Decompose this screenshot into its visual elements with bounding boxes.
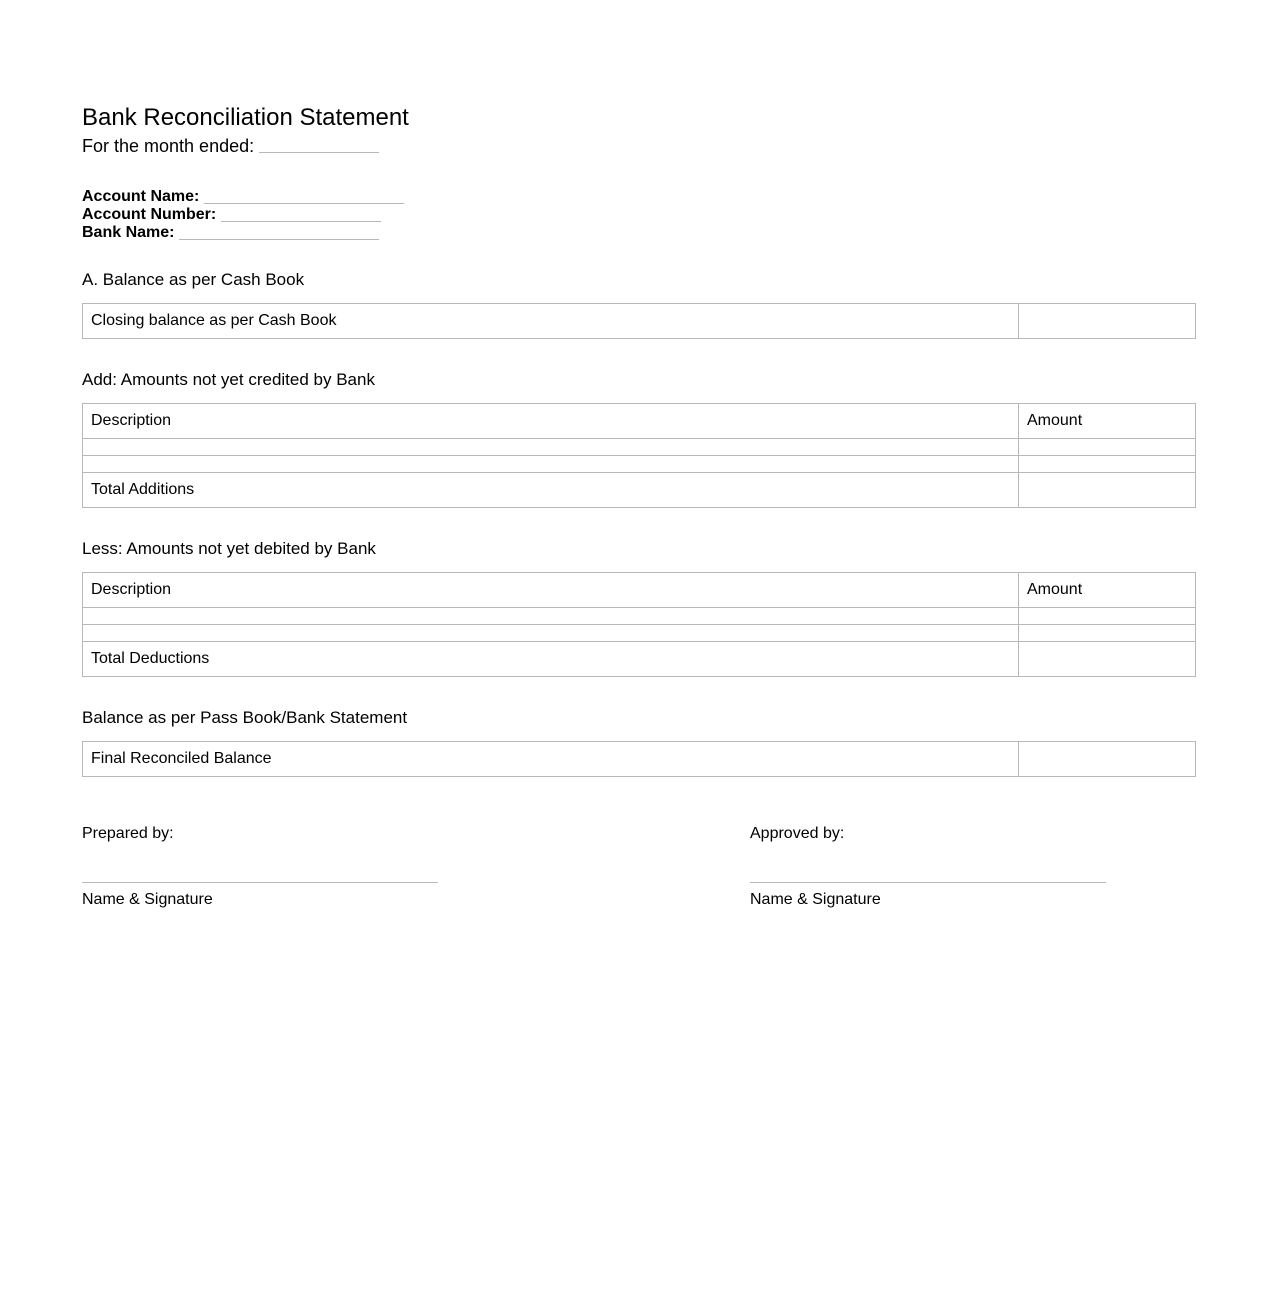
- cash-book-table: [82, 303, 1196, 339]
- closing-balance-label: Closing balance as per Cash Book: [83, 304, 1019, 339]
- closing-balance-value[interactable]: [1019, 304, 1196, 339]
- deductions-heading: Less: Amounts not yet debited by Bank: [82, 539, 376, 558]
- prepared-by-label: Prepared by:: [82, 825, 174, 842]
- month-ended-field: [82, 136, 379, 156]
- description-cell[interactable]: [83, 608, 1019, 625]
- description-cell[interactable]: [83, 625, 1019, 642]
- approved-by-label: Approved by:: [750, 825, 845, 842]
- additions-heading: Add: Amounts not yet credited by Bank: [82, 370, 375, 389]
- section-a-heading: A. Balance as per Cash Book: [82, 270, 305, 289]
- table-row: [83, 456, 1196, 473]
- bank-name-blank[interactable]: [179, 238, 379, 240]
- table-row: [83, 608, 1196, 625]
- amount-cell[interactable]: [1019, 625, 1196, 642]
- amount-cell[interactable]: [1019, 439, 1196, 456]
- month-ended-label: For the month ended:: [82, 136, 255, 156]
- prepared-by-caption: Name & Signature: [82, 891, 213, 908]
- table-row: [83, 625, 1196, 642]
- description-cell[interactable]: [83, 439, 1019, 456]
- bank-name-label: Bank Name:: [82, 224, 175, 241]
- column-header-amount: Amount: [1019, 404, 1196, 439]
- amount-cell[interactable]: [1019, 608, 1196, 625]
- amount-cell[interactable]: [1019, 456, 1196, 473]
- column-header-amount: Amount: [1019, 573, 1196, 608]
- table-row: [83, 304, 1196, 339]
- table-row: [83, 439, 1196, 456]
- final-balance-value[interactable]: [1019, 742, 1196, 777]
- column-header-description: Description: [83, 573, 1019, 608]
- final-balance-heading: Balance as per Pass Book/Bank Statement: [82, 708, 408, 727]
- column-header-description: Description: [83, 404, 1019, 439]
- account-number-field: [82, 206, 381, 224]
- total-additions-label: Total Additions: [83, 473, 1019, 508]
- deductions-table: [82, 572, 1196, 677]
- total-deductions-value[interactable]: [1019, 642, 1196, 677]
- final-balance-label: Final Reconciled Balance: [83, 742, 1019, 777]
- table-row: [83, 742, 1196, 777]
- page-title: Bank Reconciliation Statement: [82, 104, 409, 131]
- total-deductions-label: Total Deductions: [83, 642, 1019, 677]
- table-header-row: [83, 404, 1196, 439]
- additions-table: [82, 403, 1196, 508]
- approved-by-caption: Name & Signature: [750, 891, 881, 908]
- final-balance-table: [82, 741, 1196, 777]
- bank-name-field: [82, 224, 379, 242]
- month-ended-blank[interactable]: [259, 151, 379, 153]
- total-row: [83, 473, 1196, 508]
- prepared-by-signature-line[interactable]: [82, 882, 438, 883]
- account-number-label: Account Number:: [82, 206, 217, 223]
- account-name-field: [82, 188, 404, 206]
- approved-by-signature-line[interactable]: [750, 882, 1106, 883]
- table-header-row: [83, 573, 1196, 608]
- description-cell[interactable]: [83, 456, 1019, 473]
- account-number-blank[interactable]: [221, 220, 381, 222]
- account-name-blank[interactable]: [204, 202, 404, 204]
- total-additions-value[interactable]: [1019, 473, 1196, 508]
- total-row: [83, 642, 1196, 677]
- account-name-label: Account Name:: [82, 188, 200, 205]
